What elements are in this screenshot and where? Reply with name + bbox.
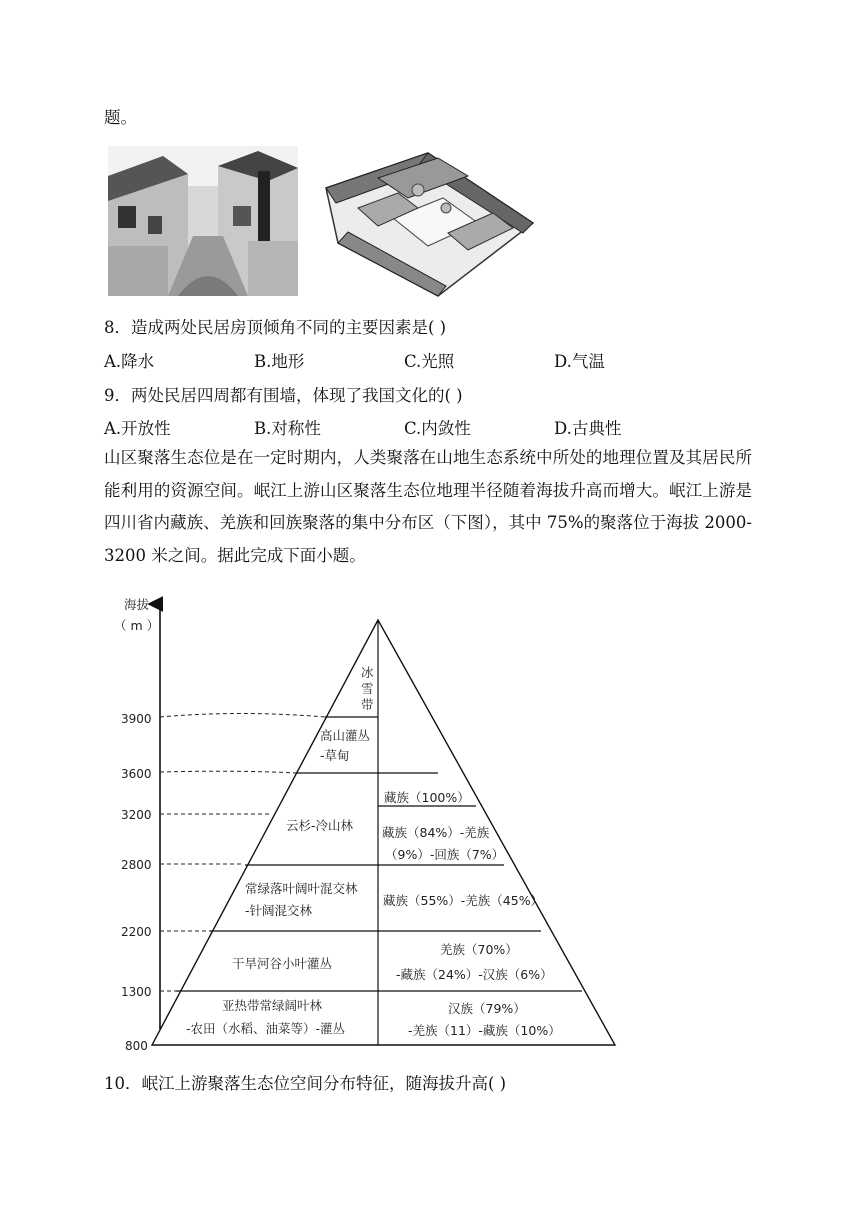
altitude-pyramid-diagram xyxy=(100,592,630,1060)
tick-3200: 3200 xyxy=(121,808,152,822)
q9-option-c: C.内敛性 xyxy=(404,419,471,438)
q9-option-b: B.对称性 xyxy=(254,419,321,438)
tick-1300: 1300 xyxy=(121,985,152,999)
question-10-stem: 10．岷江上游聚落生态位空间分布特征，随海拔升高( ) xyxy=(104,1074,507,1093)
courtyard-house-drawing xyxy=(318,148,540,298)
zone-snow-label-2: 雪 xyxy=(361,681,374,696)
q8-option-a: A.降水 xyxy=(104,352,155,371)
y-axis-unit: （ m ） xyxy=(114,618,160,633)
zone-alpine-label-1: 高山灌丛 xyxy=(320,728,371,743)
question-9-stem: 9．两处民居四周都有围墙，体现了我国文化的( ) xyxy=(104,386,463,405)
reading-passage: 山区聚落生态位是在一定时期内，人类聚落在山地生态系统中所处的地理位置及其居民所能利用的资源空间。岷江上游山区聚落生态位地理半径随着海拔升高而增大。岷江上游是四川省内藏族、羌族和回族聚落的集中分布区（下图），其中 75%的聚落位于海拔 2000-3200 米之间。据此完成下面小题。 xyxy=(104,448,752,565)
question-fragment: 题。 xyxy=(104,108,137,127)
tick-2800: 2800 xyxy=(121,858,152,872)
zone-subtropical-label-2: -农田（水稻、油菜等）-灌丛 xyxy=(186,1021,346,1036)
q9-option-a: A.开放性 xyxy=(104,419,171,438)
ethnic-800-1300-line1: 汉族（79%） xyxy=(448,1001,526,1016)
ethnic-2800-3200-line2: （9%）-回族（7%） xyxy=(385,847,505,862)
zone-snow-label-3: 带 xyxy=(361,697,374,712)
ethnic-2800-3200-line1: 藏族（84%）-羌族 xyxy=(382,825,490,840)
y-axis-label: 海拔 xyxy=(124,597,150,612)
zone-alpine-label-2: -草甸 xyxy=(320,748,350,763)
zone-subtropical-label-1: 亚热带常绿阔叶林 xyxy=(222,998,323,1013)
tick-800: 800 xyxy=(125,1039,148,1053)
zone-mixed-label-1: 常绿落叶阔叶混交林 xyxy=(245,881,358,896)
ethnic-1300-2200-line1: 羌族（70%） xyxy=(440,942,518,957)
q8-option-d: D.气温 xyxy=(554,352,605,371)
q8-option-b: B.地形 xyxy=(254,352,305,371)
tick-2200: 2200 xyxy=(121,925,152,939)
tick-3600: 3600 xyxy=(121,767,152,781)
zone-snow-label-1: 冰 xyxy=(361,665,374,680)
canal-town-photo xyxy=(108,146,298,296)
tick-3900: 3900 xyxy=(121,712,152,726)
ethnic-800-1300-line2: -羌族（11）-藏族（10%） xyxy=(408,1023,561,1038)
zone-spruce-label: 云杉-冷山林 xyxy=(286,818,354,833)
zone-mixed-label-2: -针阔混交林 xyxy=(245,903,313,918)
ethnic-2200-2800: 藏族（55%）-羌族（45%） xyxy=(383,893,544,908)
q8-option-c: C.光照 xyxy=(404,352,455,371)
zone-valley-label: 干旱河谷小叶灌丛 xyxy=(232,956,333,971)
ethnic-1300-2200-line2: -藏族（24%）-汉族（6%） xyxy=(396,967,553,982)
ethnic-3200-3600: 藏族（100%） xyxy=(384,790,470,805)
q9-option-d: D.古典性 xyxy=(554,419,622,438)
question-8-stem: 8．造成两处民居房顶倾角不同的主要因素是( ) xyxy=(104,318,447,337)
